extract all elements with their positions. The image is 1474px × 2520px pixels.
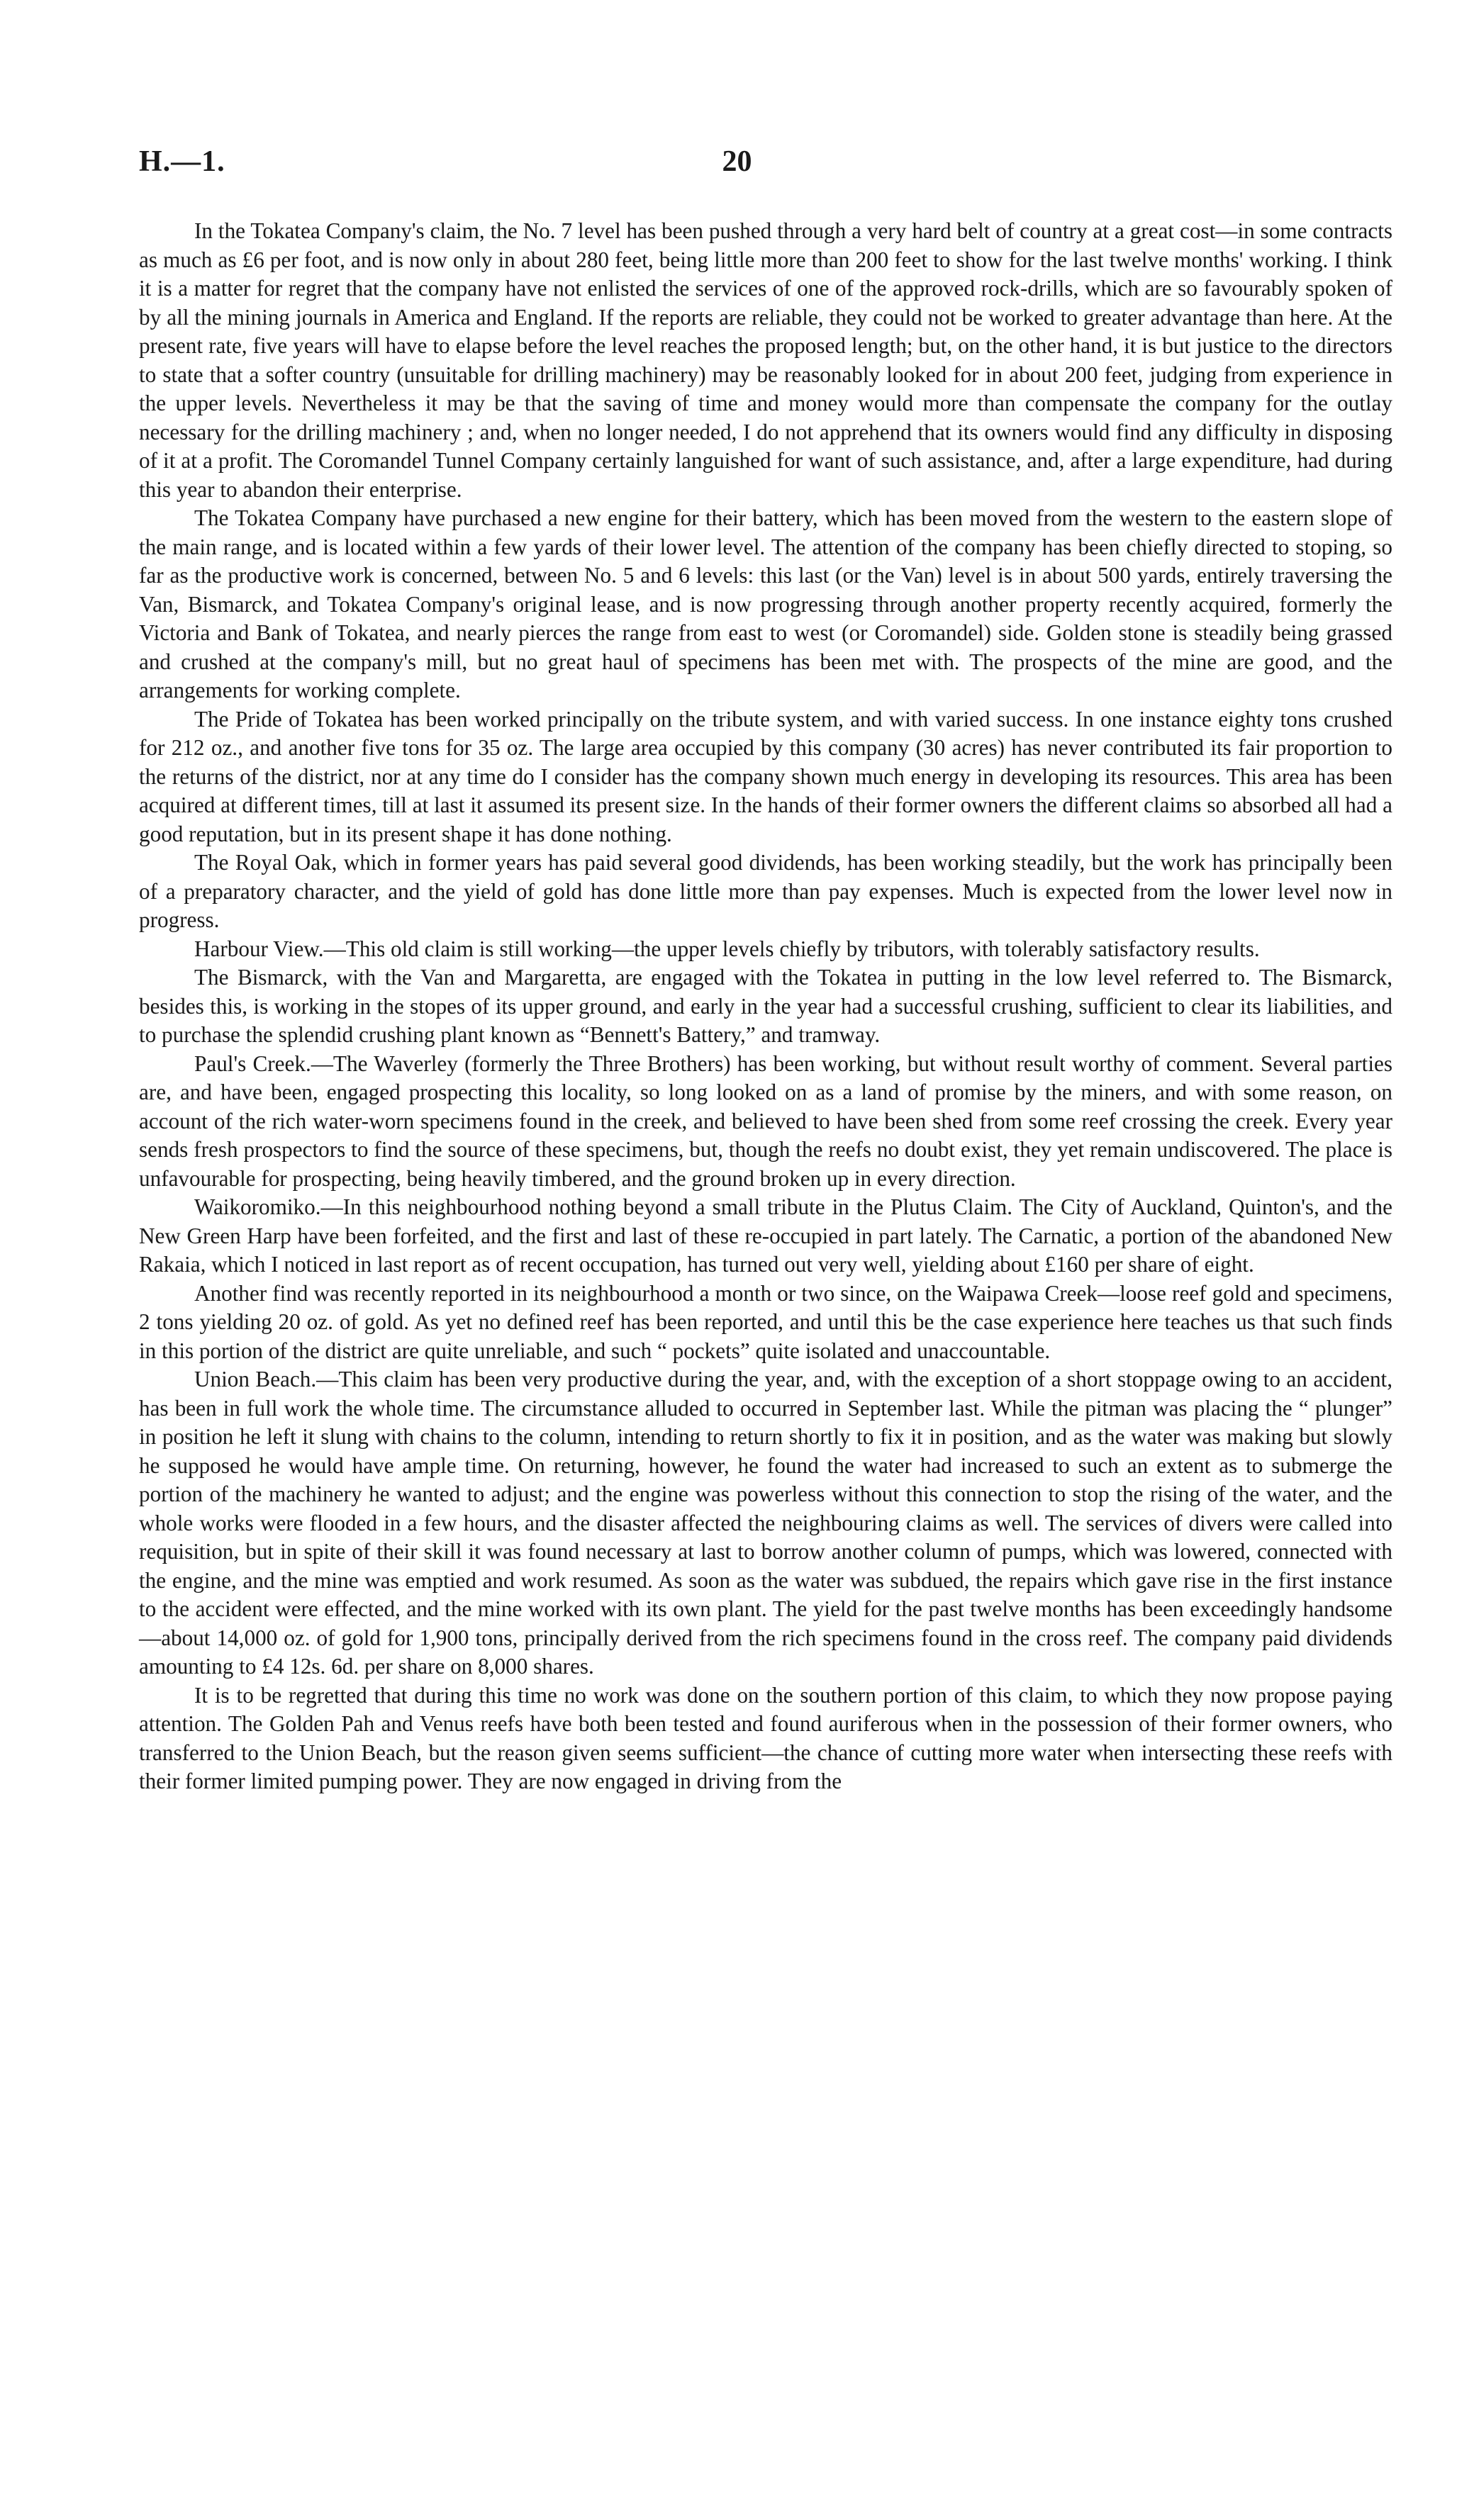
paragraph-southern-portion: It is to be regretted that during this time no work was done on the southern portion of this claim, to which they now propose paying attention. The Golden Pah and Venus reefs have both been tested and found auriferous when in the possession of their former owners, who transferred to the Union Beach, but the reason given seems sufficient—the chance of cutting more water when intersecting these reefs with their former limited pumping power. They are now engaged in driving from the	[139, 1682, 1392, 1793]
paragraph-harbour-view: Harbour View.—This old claim is still working—the upper levels chiefly by tributors, with tolerably satisfactory results.	[194, 936, 1260, 961]
body-text	[139, 217, 1392, 1796]
paragraph-tokatea-engine: The Tokatea Company have purchased a new engine for their battery, which has been moved from the western to the eastern slope of the main range, and is located within a few yards of their lower level. The attention of the company has been chiefly directed to stoping, so far as the productive work is concerned, between No. 5 and 6 levels: this last (or the Van) level is in about 500 yards, entirely traversing the Van, Bismarck, and Tokatea Company's original lease, and is now progressing through another property recently acquired, formerly the Victoria and Bank of Tokatea, and nearly pierces the range from east to west (or Coromandel) side. Golden stone is steadily being grassed and crushed at the company's mill, but no great haul of specimens has been met with. The prospects of the mine are good, and the arrangements for working complete.	[139, 505, 1392, 702]
paragraph-waikoromiko: Waikoromiko.—In this neighbourhood nothing beyond a small tribute in the Plutus Claim. The City of Auckland, Quinton's, and the New Green Harp have been forfeited, and the first and last of these re-occupied in part lately. The Carnatic, a portion of the abandoned New Rakaia, which I noticed in last report as of recent occupation, has turned out very well, yielding about £160 per share of eight.	[139, 1194, 1392, 1277]
document-reference: H.—1.	[139, 145, 225, 178]
page-number: 20	[722, 145, 752, 178]
paragraph-union-beach: Union Beach.—This claim has been very productive during the year, and, with the exception of a short stoppage owing to an accident, has been in full work the whole time. The circumstance alluded to occurred in September last. While the pitman was placing the “ plunger” in position he left it slung with chains to the column, intending to return shortly to fix it in position, and as the water was making but slowly he supposed he would have ample time. On returning, however, he found the water had increased to such an extent as to submerge the portion of the machinery he wanted to adjust; and the engine was powerless without this connection to stop the rising of the water, and the whole works were flooded in a few hours, and the disaster affected the neighbouring claims as well. The services of divers were called into requisition, but in spite of their skill it was found necessary at last to borrow another column of pumps, which was lowered, connected with the engine, and the mine was emptied and work resumed. As soon as the water was subdued, the repairs which gave rise in the first instance to the accident were effected, and the mine worked with its own plant. The yield for the past twelve months has been exceedingly handsome—about 14,000 oz. of gold for 1,900 tons, principally derived from the rich specimens found in the cross reef. The company paid dividends amounting to £4 12s. 6d. per share on 8,000 shares.	[139, 1367, 1392, 1679]
paragraph-waipawa-creek: Another find was recently reported in its neighbourhood a month or two since, on the Waipawa Creek—loose reef gold and specimens, 2 tons yielding 20 oz. of gold. As yet no defined reef has been reported, and until this be the case experience here teaches us that such finds in this portion of the district are quite unreliable, and such “ pockets” quite isolated and unaccountable.	[139, 1280, 1392, 1363]
paragraph-bismarck: The Bismarck, with the Van and Margaretta, are engaged with the Tokatea in putting in the low level referred to. The Bismarck, besides this, is working in the stopes of its upper ground, and early in the year had a successful crushing, sufficient to clear its liabilities, and to purchase the splendid crushing plant known as “Bennett's Battery,” and tramway.	[139, 965, 1392, 1047]
paragraph-tokatea-company: In the Tokatea Company's claim, the No. 7 level has been pushed through a very hard belt of country at a great cost—in some contracts as much as £6 per foot, and is now only in about 280 feet, being little more than 200 feet to show for the last twelve months' working. I think it is a matter for regret that the company have not enlisted the services of one of the approved rock-drills, which are so favourably spoken of by all the mining journals in America and England. If the reports are reliable, they could not be worked to greater advantage than here. At the present rate, five years will have to elapse before the level reaches the proposed length; but, on the other hand, it is but justice to the directors to state that a softer country (unsuitable for drilling machinery) may be reasonably looked for in about 200 feet, judging from experience in the upper levels. Nevertheless it may be that the saving of time and money would more than compensate the company for the outlay necessary for the drilling machinery ; and, when no longer needed, I do not apprehend that its owners would find any difficulty in disposing of it at a profit. The Coromandel Tunnel Company certainly languished for want of such assistance, and, after a large expenditure, had during this year to abandon their enterprise.	[139, 218, 1392, 502]
paragraph-pride-of-tokatea: The Pride of Tokatea has been worked principally on the tribute system, and with varied success. In one instance eighty tons crushed for 212 oz., and another five tons for 35 oz. The large area occupied by this company (30 acres) has never contributed its fair proportion to the returns of the district, nor at any time do I consider has the company shown much energy in developing its resources. This area has been acquired at different times, till at last it assumed its present size. In the hands of their former owners the different claims so absorbed all had a good reputation, but in its present shape it has done nothing.	[139, 706, 1392, 846]
paragraph-royal-oak: The Royal Oak, which in former years has paid several good dividends, has been working steadily, but the work has principally been of a preparatory character, and the yield of gold has done little more than pay expenses. Much is expected from the lower level now in progress.	[139, 850, 1392, 932]
page-header	[139, 145, 1335, 187]
paragraph-pauls-creek: Paul's Creek.—The Waverley (formerly the Three Brothers) has been working, but without result worthy of comment. Several parties are, and have been, engaged prospecting this locality, so long looked on as a land of promise by the miners, and with some reason, on account of the rich water-worn specimens found in the creek, and believed to have been shed from some reef crossing the creek. Every year sends fresh prospectors to find the source of these specimens, but, though the reefs no doubt exist, they yet remain undiscovered. The place is unfavourable for prospecting, being heavily timbered, and the ground broken up in every direction.	[139, 1051, 1392, 1191]
